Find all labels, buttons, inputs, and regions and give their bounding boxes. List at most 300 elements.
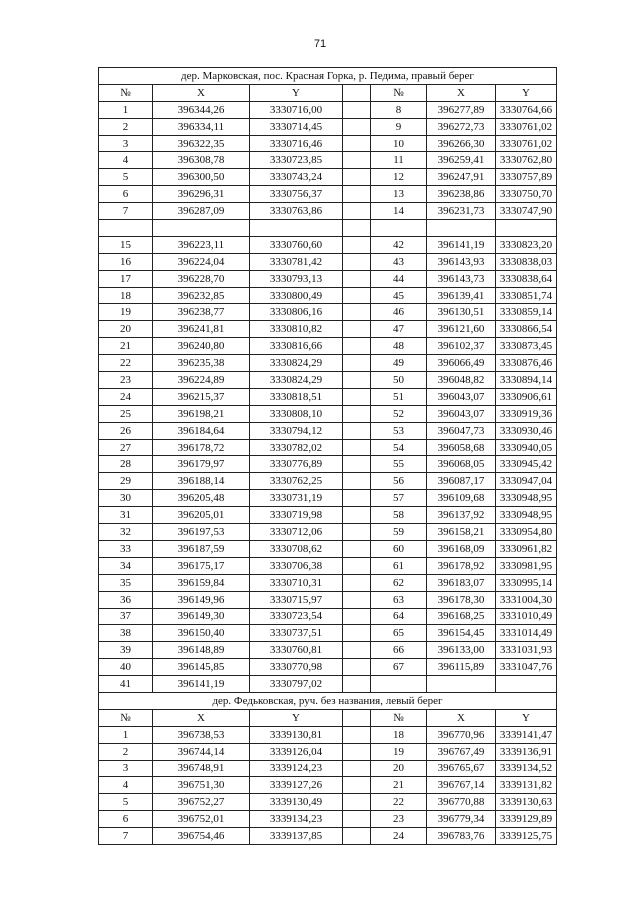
table-cell: 3330793,13 — [250, 270, 343, 287]
table-cell: 396168,09 — [427, 540, 496, 557]
table-cell: 3 — [99, 135, 153, 152]
table-cell: 396154,45 — [427, 625, 496, 642]
column-header-y: Y — [250, 84, 343, 101]
table-cell: 18 — [371, 726, 427, 743]
table-cell: 3330954,80 — [496, 524, 557, 541]
table-row — [99, 253, 557, 270]
table-cell: 396087,17 — [427, 473, 496, 490]
table-cell: 3330761,02 — [496, 118, 557, 135]
table-cell: 396130,51 — [427, 304, 496, 321]
table-cell: 63 — [371, 591, 427, 608]
table-cell: 62 — [371, 574, 427, 591]
table-cell: 61 — [371, 557, 427, 574]
table-cell — [343, 253, 371, 270]
table-cell — [343, 473, 371, 490]
table-cell: 396238,86 — [427, 186, 496, 203]
table-cell: 27 — [99, 439, 153, 456]
table-cell: 396767,49 — [427, 743, 496, 760]
table-cell: 396158,21 — [427, 524, 496, 541]
table-cell: 396047,73 — [427, 422, 496, 439]
table-cell: 396137,92 — [427, 507, 496, 524]
table-cell: 2 — [99, 743, 153, 760]
table-row — [99, 135, 557, 152]
table-cell: 3330995,14 — [496, 574, 557, 591]
table-cell: 3330930,46 — [496, 422, 557, 439]
table-cell: 3330762,80 — [496, 152, 557, 169]
table-cell: 396334,11 — [153, 118, 250, 135]
table-cell: 396783,76 — [427, 828, 496, 845]
table-cell: 3 — [99, 760, 153, 777]
table-cell: 3330723,85 — [250, 152, 343, 169]
table-cell: 3330781,42 — [250, 253, 343, 270]
table-cell: 23 — [371, 811, 427, 828]
table-cell: 3330940,05 — [496, 439, 557, 456]
table-cell: 55 — [371, 456, 427, 473]
table-cell: 396235,38 — [153, 355, 250, 372]
table-cell: 19 — [99, 304, 153, 321]
table-row — [99, 439, 557, 456]
table-cell — [371, 220, 427, 237]
table-cell: 33 — [99, 540, 153, 557]
table-cell: 3330866,54 — [496, 321, 557, 338]
table-row — [99, 287, 557, 304]
table-cell: 3330782,02 — [250, 439, 343, 456]
table-cell: 3330747,90 — [496, 203, 557, 220]
table-cell: 396232,85 — [153, 287, 250, 304]
table-cell: 396231,73 — [427, 203, 496, 220]
table-cell: 396102,37 — [427, 338, 496, 355]
table-row — [99, 743, 557, 760]
table-cell — [343, 726, 371, 743]
table-cell: 57 — [371, 490, 427, 507]
table-cell — [343, 676, 371, 693]
table-cell: 396159,84 — [153, 574, 250, 591]
table-cell — [343, 101, 371, 118]
table-cell: 38 — [99, 625, 153, 642]
table-row — [99, 372, 557, 389]
table-cell: 3331014,49 — [496, 625, 557, 642]
table-cell — [343, 642, 371, 659]
page-number: 71 — [313, 38, 327, 50]
table-cell: 3330808,10 — [250, 405, 343, 422]
table-cell — [343, 152, 371, 169]
table-cell: 3330810,82 — [250, 321, 343, 338]
table-cell: 396188,14 — [153, 473, 250, 490]
table-cell: 10 — [371, 135, 427, 152]
table-cell: 396115,89 — [427, 659, 496, 676]
table-cell: 3330731,19 — [250, 490, 343, 507]
table-cell: 2 — [99, 118, 153, 135]
table-cell: 3330757,89 — [496, 169, 557, 186]
table-cell — [343, 321, 371, 338]
table-cell: 3330761,02 — [496, 135, 557, 152]
table-cell: 3330873,45 — [496, 338, 557, 355]
column-header-y: Y — [496, 709, 557, 726]
table-cell — [343, 287, 371, 304]
table-cell — [343, 203, 371, 220]
section-title: дер. Марковская, пос. Красная Горка, р. Педима, правый берег — [99, 68, 557, 85]
table-cell — [153, 220, 250, 237]
table-cell: 396767,14 — [427, 777, 496, 794]
table-cell: 396277,89 — [427, 101, 496, 118]
table-cell: 396121,60 — [427, 321, 496, 338]
table-cell: 3339124,23 — [250, 760, 343, 777]
table-cell: 396744,14 — [153, 743, 250, 760]
table-cell: 21 — [99, 338, 153, 355]
section-title-row — [99, 692, 557, 709]
table-cell: 36 — [99, 591, 153, 608]
column-header-y: Y — [250, 709, 343, 726]
table-cell: 396224,89 — [153, 372, 250, 389]
table-cell: 3330710,31 — [250, 574, 343, 591]
table-cell: 396308,78 — [153, 152, 250, 169]
table-cell: 3339134,52 — [496, 760, 557, 777]
table-cell — [343, 220, 371, 237]
table-cell: 396198,21 — [153, 405, 250, 422]
table-cell: 3330838,64 — [496, 270, 557, 287]
table-row — [99, 557, 557, 574]
table-cell: 396187,59 — [153, 540, 250, 557]
table-cell: 396266,30 — [427, 135, 496, 152]
table-cell — [343, 388, 371, 405]
table-cell: 60 — [371, 540, 427, 557]
section-title: дер. Федьковская, руч. без названия, левый берег — [99, 692, 557, 709]
table-cell: 4 — [99, 777, 153, 794]
table-cell: 3330719,98 — [250, 507, 343, 524]
table-cell: 3330945,42 — [496, 456, 557, 473]
table-cell — [343, 169, 371, 186]
table-cell — [343, 118, 371, 135]
table-cell — [343, 490, 371, 507]
table-row — [99, 422, 557, 439]
table-cell: 3331004,30 — [496, 591, 557, 608]
table-cell: 396738,53 — [153, 726, 250, 743]
table-row — [99, 338, 557, 355]
table-row — [99, 574, 557, 591]
table-row — [99, 591, 557, 608]
table-cell — [343, 811, 371, 828]
table-cell: 396752,01 — [153, 811, 250, 828]
table-cell: 66 — [371, 642, 427, 659]
table-cell: 3330823,20 — [496, 236, 557, 253]
table-cell: 18 — [99, 287, 153, 304]
table-cell — [427, 220, 496, 237]
table-cell: 48 — [371, 338, 427, 355]
table-cell: 3330948,95 — [496, 490, 557, 507]
table-cell: 46 — [371, 304, 427, 321]
table-row — [99, 169, 557, 186]
table-row — [99, 473, 557, 490]
table-cell: 4 — [99, 152, 153, 169]
table-cell: 396322,35 — [153, 135, 250, 152]
table-cell: 30 — [99, 490, 153, 507]
table-cell — [343, 760, 371, 777]
table-cell: 42 — [371, 236, 427, 253]
table-cell: 6 — [99, 811, 153, 828]
table-cell — [99, 220, 153, 237]
column-header-empty — [343, 709, 371, 726]
table-cell: 22 — [371, 794, 427, 811]
table-cell: 59 — [371, 524, 427, 541]
table-cell: 67 — [371, 659, 427, 676]
table-row — [99, 540, 557, 557]
table-cell: 7 — [99, 203, 153, 220]
table-cell: 8 — [371, 101, 427, 118]
table-cell: 13 — [371, 186, 427, 203]
table-cell: 396149,30 — [153, 608, 250, 625]
table-cell: 9 — [371, 118, 427, 135]
table-cell — [343, 743, 371, 760]
table-row — [99, 270, 557, 287]
table-cell — [343, 828, 371, 845]
table-cell: 3330981,95 — [496, 557, 557, 574]
table-cell — [343, 186, 371, 203]
table-cell: 28 — [99, 456, 153, 473]
table-cell — [343, 625, 371, 642]
table-cell: 3330715,97 — [250, 591, 343, 608]
table-cell: 396133,00 — [427, 642, 496, 659]
table-cell — [343, 304, 371, 321]
table-cell: 3330737,51 — [250, 625, 343, 642]
table-cell: 396145,85 — [153, 659, 250, 676]
column-header-row — [99, 709, 557, 726]
section-title-row — [99, 68, 557, 85]
table-row — [99, 507, 557, 524]
table-cell: 396205,48 — [153, 490, 250, 507]
table-cell: 3330712,06 — [250, 524, 343, 541]
table-cell: 3330906,61 — [496, 388, 557, 405]
table-cell: 396043,07 — [427, 405, 496, 422]
table-cell: 396197,53 — [153, 524, 250, 541]
table-cell: 3330760,81 — [250, 642, 343, 659]
table-cell: 396241,81 — [153, 321, 250, 338]
table-cell: 3330851,74 — [496, 287, 557, 304]
table-cell: 49 — [371, 355, 427, 372]
table-cell: 51 — [371, 388, 427, 405]
table-row — [99, 659, 557, 676]
table-cell: 396109,68 — [427, 490, 496, 507]
table-cell: 3331010,49 — [496, 608, 557, 625]
table-cell: 3330763,86 — [250, 203, 343, 220]
table-cell: 3330776,89 — [250, 456, 343, 473]
table-cell: 5 — [99, 169, 153, 186]
table-cell — [371, 676, 427, 693]
table-cell: 3339130,81 — [250, 726, 343, 743]
table-cell: 3330716,00 — [250, 101, 343, 118]
table-cell — [343, 372, 371, 389]
table-cell — [343, 338, 371, 355]
table-cell: 396043,07 — [427, 388, 496, 405]
table-cell: 396238,77 — [153, 304, 250, 321]
table-cell: 396751,30 — [153, 777, 250, 794]
table-cell — [343, 659, 371, 676]
table-cell: 396748,91 — [153, 760, 250, 777]
table-cell: 396770,88 — [427, 794, 496, 811]
table-cell — [343, 591, 371, 608]
table-cell: 3339137,85 — [250, 828, 343, 845]
table-cell: 396223,11 — [153, 236, 250, 253]
column-header-x: X — [427, 84, 496, 101]
table-cell: 64 — [371, 608, 427, 625]
table-cell: 65 — [371, 625, 427, 642]
table-cell: 396259,41 — [427, 152, 496, 169]
table-cell: 3339129,89 — [496, 811, 557, 828]
table-cell — [343, 507, 371, 524]
table-cell: 396215,37 — [153, 388, 250, 405]
table-cell — [343, 557, 371, 574]
table-cell: 41 — [99, 676, 153, 693]
table-row — [99, 388, 557, 405]
table-row — [99, 490, 557, 507]
table-cell — [343, 135, 371, 152]
table-cell: 396344,26 — [153, 101, 250, 118]
table-cell: 3339130,49 — [250, 794, 343, 811]
table-cell: 396765,67 — [427, 760, 496, 777]
table-cell — [343, 794, 371, 811]
table-cell: 3330961,82 — [496, 540, 557, 557]
table-cell: 58 — [371, 507, 427, 524]
table-row — [99, 236, 557, 253]
table-cell: 3330824,29 — [250, 372, 343, 389]
table-cell: 3330714,45 — [250, 118, 343, 135]
table-cell: 3330770,98 — [250, 659, 343, 676]
table-cell: 3330818,51 — [250, 388, 343, 405]
table-row — [99, 726, 557, 743]
table-cell: 24 — [371, 828, 427, 845]
column-header-num: № — [371, 84, 427, 101]
table-cell — [343, 777, 371, 794]
table-cell: 396272,73 — [427, 118, 496, 135]
table-cell — [343, 405, 371, 422]
table-row — [99, 524, 557, 541]
table-cell: 3330794,12 — [250, 422, 343, 439]
coordinates-table — [98, 67, 557, 845]
table-cell: 21 — [371, 777, 427, 794]
table-cell: 3330743,24 — [250, 169, 343, 186]
table-cell: 19 — [371, 743, 427, 760]
table-cell: 396178,30 — [427, 591, 496, 608]
table-cell: 396247,91 — [427, 169, 496, 186]
table-cell: 56 — [371, 473, 427, 490]
table-cell — [343, 270, 371, 287]
table-cell: 34 — [99, 557, 153, 574]
table-cell: 43 — [371, 253, 427, 270]
table-row — [99, 355, 557, 372]
table-cell: 39 — [99, 642, 153, 659]
table-cell: 3339127,26 — [250, 777, 343, 794]
table-cell: 396066,49 — [427, 355, 496, 372]
table-row — [99, 304, 557, 321]
table-cell: 3330764,66 — [496, 101, 557, 118]
table-row — [99, 794, 557, 811]
table-cell: 20 — [371, 760, 427, 777]
table-cell: 3330806,16 — [250, 304, 343, 321]
table-cell: 24 — [99, 388, 153, 405]
table-row — [99, 220, 557, 237]
table-cell: 396300,50 — [153, 169, 250, 186]
table-cell — [343, 355, 371, 372]
table-cell: 40 — [99, 659, 153, 676]
table-cell: 17 — [99, 270, 153, 287]
table-cell: 15 — [99, 236, 153, 253]
table-cell: 3339134,23 — [250, 811, 343, 828]
column-header-y: Y — [496, 84, 557, 101]
table-cell: 7 — [99, 828, 153, 845]
table-cell: 3330948,95 — [496, 507, 557, 524]
table-cell: 37 — [99, 608, 153, 625]
table-cell: 3330750,70 — [496, 186, 557, 203]
table-cell: 396141,19 — [427, 236, 496, 253]
table-cell: 396178,92 — [427, 557, 496, 574]
table-cell: 396148,89 — [153, 642, 250, 659]
table-cell: 3330838,03 — [496, 253, 557, 270]
table-cell: 396752,27 — [153, 794, 250, 811]
table-row — [99, 828, 557, 845]
table-cell: 3331031,93 — [496, 642, 557, 659]
table-cell: 396141,19 — [153, 676, 250, 693]
table-cell: 54 — [371, 439, 427, 456]
table-cell: 45 — [371, 287, 427, 304]
table-cell: 396179,97 — [153, 456, 250, 473]
table-cell: 11 — [371, 152, 427, 169]
table-cell: 396068,05 — [427, 456, 496, 473]
table-row — [99, 676, 557, 693]
table-cell: 25 — [99, 405, 153, 422]
table-cell: 3330716,46 — [250, 135, 343, 152]
table-cell: 3330706,38 — [250, 557, 343, 574]
table-row — [99, 203, 557, 220]
table-cell: 3330876,46 — [496, 355, 557, 372]
table-cell — [343, 422, 371, 439]
table-cell: 5 — [99, 794, 153, 811]
table-cell: 3330800,49 — [250, 287, 343, 304]
table-cell: 3339126,04 — [250, 743, 343, 760]
table-cell — [343, 540, 371, 557]
table-cell: 6 — [99, 186, 153, 203]
table-cell: 44 — [371, 270, 427, 287]
column-header-x: X — [153, 709, 250, 726]
table-cell: 47 — [371, 321, 427, 338]
table-row — [99, 186, 557, 203]
table-cell: 3330894,14 — [496, 372, 557, 389]
table-cell: 396143,93 — [427, 253, 496, 270]
column-header-row — [99, 84, 557, 101]
table-row — [99, 101, 557, 118]
table-cell: 23 — [99, 372, 153, 389]
table-cell: 3339131,82 — [496, 777, 557, 794]
table-row — [99, 608, 557, 625]
column-header-num: № — [371, 709, 427, 726]
table-cell: 396139,41 — [427, 287, 496, 304]
table-cell: 396296,31 — [153, 186, 250, 203]
table-cell: 3339130,63 — [496, 794, 557, 811]
table-cell — [496, 220, 557, 237]
table-cell: 3339136,91 — [496, 743, 557, 760]
table-cell: 3330708,62 — [250, 540, 343, 557]
table-cell: 1 — [99, 101, 153, 118]
table-cell: 1 — [99, 726, 153, 743]
table-row — [99, 777, 557, 794]
table-cell: 396143,73 — [427, 270, 496, 287]
table-cell: 3330859,14 — [496, 304, 557, 321]
table-cell — [496, 676, 557, 693]
table-row — [99, 625, 557, 642]
table-cell: 3330723,54 — [250, 608, 343, 625]
table-row — [99, 321, 557, 338]
table-row — [99, 760, 557, 777]
table-cell — [343, 439, 371, 456]
table-cell: 396178,72 — [153, 439, 250, 456]
